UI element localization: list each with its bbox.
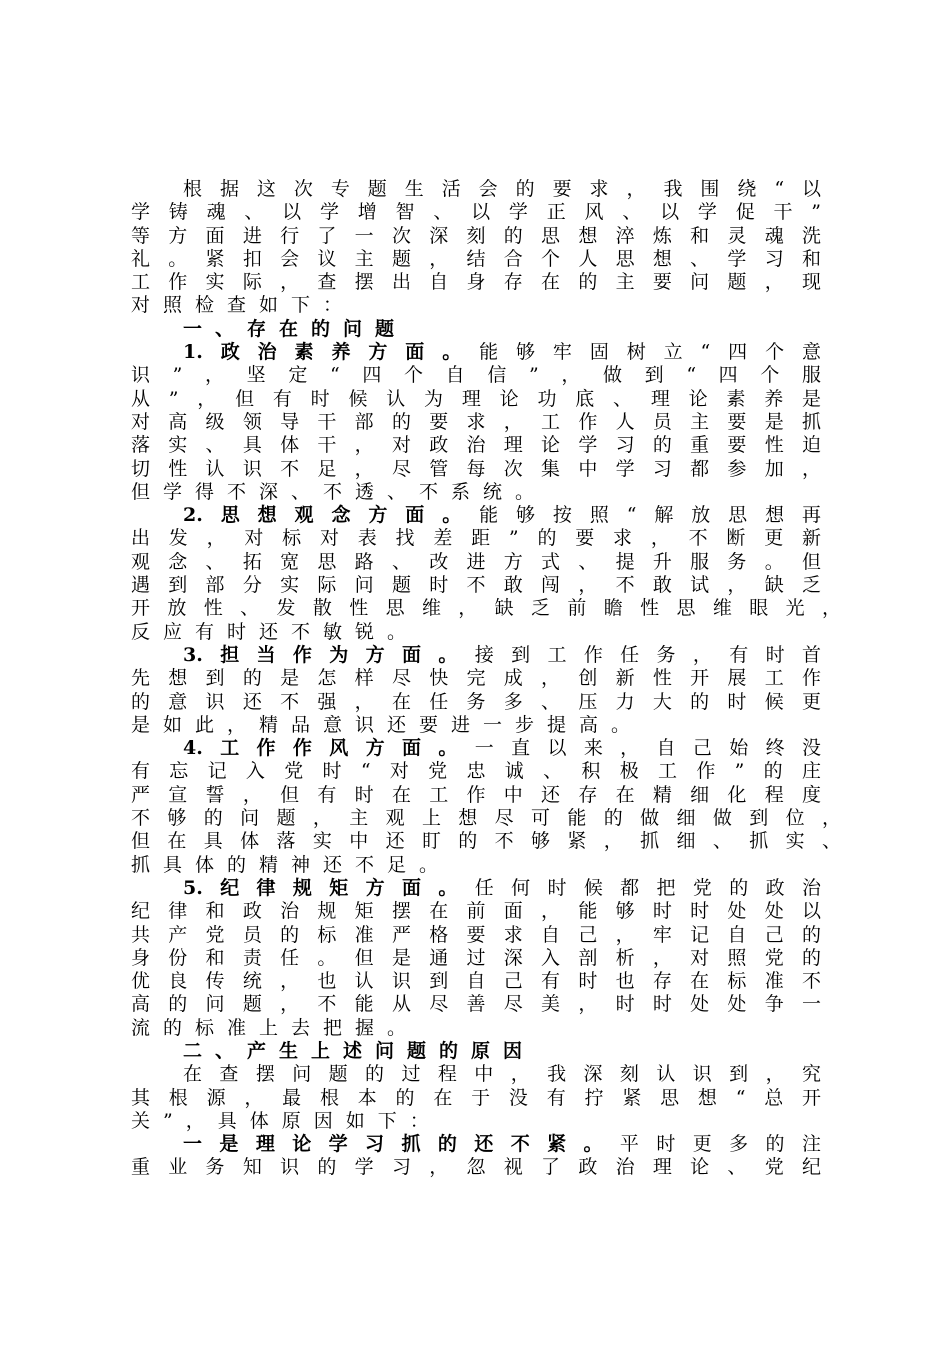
line-text: 严宣誓，但有时在工作中还存在精细化程度 bbox=[131, 783, 821, 806]
line-text: 接到工作任务，有时首 bbox=[474, 643, 821, 666]
text-line bbox=[131, 271, 821, 294]
text-line bbox=[131, 830, 841, 853]
bold-lead-in: 1.政治素养方面。 bbox=[183, 341, 480, 364]
line-text: 观念、拓宽思路、改进方式、提升服务。但 bbox=[131, 550, 821, 573]
line-text: 高的问题，不能从尽善尽美，时时处处争一 bbox=[131, 993, 821, 1016]
line-text: 开放性、发散性思维，缺乏前瞻性思维眼光， bbox=[131, 597, 841, 620]
text-line bbox=[131, 993, 821, 1016]
line-text: 的意识还不强，在任务多、压力大的时候更 bbox=[131, 690, 821, 713]
bold-lead-in: 3.担当作为方面。 bbox=[183, 643, 475, 666]
line-text: 识”，坚定“四个自信”，做到“四个服 bbox=[131, 364, 821, 387]
line-text: 身份和责任。但是通过深入剖析，对照党的 bbox=[131, 946, 821, 969]
text-line bbox=[131, 1063, 821, 1086]
document-body bbox=[131, 178, 841, 1180]
text-line bbox=[131, 970, 821, 993]
line-text: 一、存在的问题 bbox=[183, 317, 408, 340]
text-line bbox=[131, 574, 821, 597]
text-line bbox=[131, 225, 821, 248]
line-text: 但在具体落实中还盯的不够紧，抓细、抓实、 bbox=[131, 830, 841, 853]
line-text: 先想到的是怎样尽快完成，创新性开展工作 bbox=[131, 667, 821, 690]
text-line bbox=[131, 411, 821, 434]
line-text: 是如此，精品意识还要进一步提高。 bbox=[131, 713, 644, 736]
text-line bbox=[131, 434, 821, 457]
line-text: 纪律和政治规矩摆在前面，能够时时处处以 bbox=[131, 900, 821, 923]
text-line bbox=[131, 178, 821, 201]
text-line bbox=[131, 737, 821, 760]
text-line bbox=[131, 551, 821, 574]
line-text: 关”，具体原因如下： bbox=[131, 1109, 442, 1132]
line-text: 其根源，最根本的在于没有拧紧思想“总开 bbox=[131, 1086, 821, 1109]
line-text: 切性认识不足，尽管每次集中学习都参加， bbox=[131, 457, 821, 480]
text-line bbox=[131, 644, 821, 667]
text-line bbox=[131, 947, 821, 970]
bold-lead-in: 一是理论学习抓的还不紧。 bbox=[183, 1133, 620, 1156]
text-line bbox=[131, 1110, 821, 1133]
text-line bbox=[131, 364, 821, 387]
text-line bbox=[131, 667, 821, 690]
text-line bbox=[131, 1017, 821, 1040]
bold-lead-in: 4.工作作风方面。 bbox=[183, 737, 475, 760]
bold-lead-in: 5.纪律规矩方面。 bbox=[183, 876, 475, 899]
line-text: 一直以来，自己始终没 bbox=[474, 737, 821, 760]
text-line bbox=[131, 877, 821, 900]
section-heading bbox=[131, 1040, 821, 1063]
text-line bbox=[131, 760, 821, 783]
line-text: 从”，但有时候认为理论功底、理论素养是 bbox=[131, 387, 821, 410]
line-text: 优良传统，也认识到自己有时也存在标准不 bbox=[131, 970, 821, 993]
line-text: 重业务知识的学习，忽视了政治理论、党纪 bbox=[131, 1156, 821, 1179]
line-text: 流的标准上去把握。 bbox=[131, 1016, 420, 1039]
text-line bbox=[131, 597, 841, 620]
line-text: 任何时候都把党的政治 bbox=[474, 876, 821, 899]
text-line bbox=[131, 807, 841, 830]
bold-lead-in: 2.思想观念方面。 bbox=[183, 504, 480, 527]
text-line bbox=[131, 714, 821, 737]
line-text: 出发，对标对表找差距”的要求，不断更新 bbox=[131, 527, 821, 550]
line-text: 不够的问题，主观上想尽可能的做细做到位， bbox=[131, 807, 841, 830]
line-text: 能够牢固树立“四个意 bbox=[479, 341, 821, 364]
section-heading bbox=[131, 318, 821, 341]
line-text: 对照检查如下： bbox=[131, 294, 356, 317]
line-text: 遇到部分实际问题时不敢闯，不敢试，缺乏 bbox=[131, 574, 821, 597]
line-text: 学铸魂、以学增智、以学正风、以学促干” bbox=[131, 201, 821, 224]
text-line bbox=[131, 1133, 821, 1156]
line-text: 但学得不深、不透、不系统。 bbox=[131, 480, 548, 503]
text-line bbox=[131, 341, 821, 364]
line-text: 工作实际，查摆出自身存在的主要问题，现 bbox=[131, 271, 821, 294]
line-text: 能够按照“解放思想再 bbox=[479, 504, 821, 527]
text-line bbox=[131, 924, 821, 947]
text-line bbox=[131, 294, 821, 317]
line-text: 在查摆问题的过程中，我深刻认识到，究 bbox=[183, 1063, 821, 1086]
line-text: 对高级领导干部的要求，工作人员主要是抓 bbox=[131, 410, 821, 433]
line-text: 有忘记入党时“对党忠诚、积极工作”的庄 bbox=[131, 760, 821, 783]
text-line bbox=[131, 691, 821, 714]
text-line bbox=[131, 481, 821, 504]
line-text: 平时更多的注 bbox=[619, 1133, 821, 1156]
text-line bbox=[131, 854, 821, 877]
text-line bbox=[131, 900, 821, 923]
line-text: 抓具体的精神还不足。 bbox=[131, 853, 452, 876]
line-text: 共产党员的标准严格要求自己，牢记自己的 bbox=[131, 923, 821, 946]
line-text: 二、产生上述问题的原因 bbox=[183, 1039, 536, 1062]
line-text: 落实、具体干，对政治理论学习的重要性迫 bbox=[131, 434, 821, 457]
line-text: 反应有时还不敏锐。 bbox=[131, 620, 420, 643]
text-line bbox=[131, 1156, 821, 1179]
line-text: 根据这次专题生活会的要求，我围绕“以 bbox=[183, 178, 821, 200]
text-line bbox=[131, 527, 821, 550]
text-line bbox=[131, 621, 821, 644]
line-text: 等方面进行了一次深刻的思想淬炼和灵魂洗 bbox=[131, 224, 821, 247]
text-line bbox=[131, 504, 821, 527]
text-line bbox=[131, 201, 821, 224]
text-line bbox=[131, 784, 821, 807]
text-line bbox=[131, 458, 821, 481]
text-line bbox=[131, 248, 821, 271]
text-line bbox=[131, 388, 821, 411]
line-text: 礼。紧扣会议主题，结合个人思想、学习和 bbox=[131, 247, 821, 270]
text-line bbox=[131, 1087, 821, 1110]
